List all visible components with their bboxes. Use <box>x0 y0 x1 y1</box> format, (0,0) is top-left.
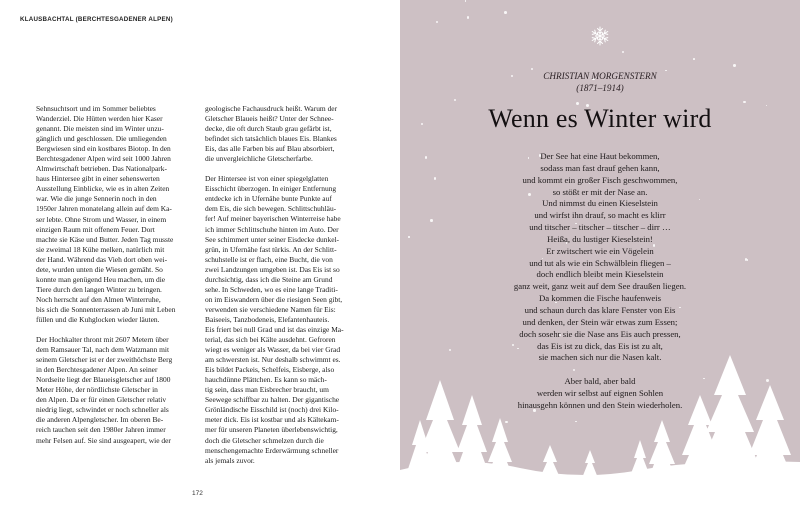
poem-author: CHRISTIAN MORGENSTERN <box>543 71 657 81</box>
paragraph: Sehnsuchtsort und im Sommer beliebtes Wanderziel. Die Hütten werden hier Kaser genannt. Die meisten sind im Winter unzu- gänglich und geschlossen. Die umliegenden Bergwiesen sind ein kostbares Biotop. In den Berchtesgadener Alpen wird seit 1000 Jahren Almwirtschaft betrieben. Das Nationalpark- haus Hintersee gibt in einer sehenswerten Ausstellung Einblicke, wie es in alten Zeiten war. Wie die junge Sennerin noch in den 1950er Jahren monatelang allein auf dem Ka- ser lebte. Ohne Strom und Wasser, in einem einzigen Raum mit offenem Feuer. Dort machte sie Käse und Butter. Jeden Tag musste sie zweimal 18 Kühe melken, natürlich mit der Hand. Während das Vieh dort oben wei- dete, wurden unten die Wiesen gemäht. So konnte man genügend Heu machen, um die Tiere durch den langen Winter zu bringen. Noch herrscht auf den Almen Winterruhe, bis sich die Sonnenterrassen ab Juni mit Leben füllen und die Kuhglocken wieder läuten. <box>36 104 176 324</box>
text-column-1 <box>36 104 198 446</box>
page-number: 172 <box>192 490 203 497</box>
poem-line: und schaun durch das klare Fenster von Eis <box>524 304 676 315</box>
paragraph: geologische Fachausdruck heißt. Warum der Gletscher Blaueis heißt? Unter der Schnee- decke, die oft durch Staub grau gefärbt ist, befindet sich tatsächlich blaues Eis. Blankes Eis, das alle Farben bis auf Blau absorbiert, die unvergleichliche Gletscherfarbe. <box>205 104 338 164</box>
running-head: KLAUSBACHTAL (BERCHTESGADENER ALPEN) <box>20 16 173 23</box>
poem-line: und titscher – titscher – titscher – dirr … <box>529 222 671 233</box>
poem-line: Aber bald, aber bald <box>564 376 636 387</box>
poem-line: Heißa, du lustiger Kieselstein! <box>547 233 653 244</box>
text-column-2 <box>205 104 367 466</box>
poem-title: Wenn es Winter wird <box>488 104 712 133</box>
poem-line: und tut als wie ein Schwälblein fliegen – <box>529 257 671 268</box>
stanza-break <box>400 364 800 376</box>
poem-line: und wirfst ihn drauf, so macht es klirr <box>534 210 666 221</box>
poem-line: das Eis ist zu dick, das Eis ist zu alt, <box>537 340 663 351</box>
poem-line: doch endlich bleibt mein Kieselstein <box>536 269 664 280</box>
poem-line: Und nimmst du einen Kieselstein <box>542 198 658 209</box>
poem-line: und denken, der Stein wär etwas zum Essen; <box>522 316 678 327</box>
paragraph: Der Hintersee ist von einer spiegelglatten Eisschicht überzogen. In einiger Entfernung entdecke ich in Ufernähe bunte Punkte auf dem Eis, die sich bewegen. Schlittschuhläu- fer! Auf meiner bayerischen Winterreise habe ich immer Schlittschuhe hinten im Auto. Der See schimmert unter seiner Eisdecke dunkel- grün, in Ufernähe fast türkis. An der Schlitt- schuhstelle ist er flach, eine Bucht, die von zwei Landzungen umgeben ist. Das Eis ist so durchsichtig, dass ich die Steine am Grund sehe. In Schweden, wo es eine lange Traditi- on im Eiswandern über die riesigen Seen gibt, verwenden sie verschiedene Namen für Eis: Baiseeis, Tanzbodeneis, Elefantenhauteis. Eis friert bei null Grad und ist das einzige Ma- terial, das sich bei Kälte ausdehnt. Gefroren wiegt es weniger als Wasser, da bei vier Grad am schwersten ist. Nur deshalb schwimmt es. Eis bildet Packeis, Schelfeis, Eisberge, also hauchdünne Plättchen. Es kann so mäch- tig sein, dass man Eisbrecher braucht, um Seewege schiffbar zu halten. Der gigantische Grönländische Eisschild ist (noch) drei Kilo- meter dick. Eis ist kostbar und als Kältekam- mer für unseren Planeten überlebenswichtig, doch die Gletscher schmelzen durch die menschengemachte Erderwärmung schneller als jemals zuvor. <box>205 174 344 465</box>
poem-line: werden wir selbst auf eignen Sohlen <box>536 387 664 398</box>
poem-line: hinausgehn können und den Stein wiederholen. <box>517 399 683 410</box>
poem-line: und kommt ein großer Fisch geschwommen, <box>522 174 678 185</box>
poem-line: ganz weit, ganz weit auf dem See draußen liegen. <box>513 281 687 292</box>
poem-line: doch sosehr sie die Nase ans Eis auch pressen, <box>519 328 681 339</box>
poem-line: Der See hat eine Haut bekommen, <box>540 151 660 161</box>
poem-line: Da kommen die Fische haufenweis <box>538 293 662 304</box>
poem-author-years: (1871–1914) <box>576 83 624 93</box>
right-page <box>400 0 800 514</box>
poem-body <box>400 151 800 412</box>
poem-line: Er zwitschert wie ein Vögelein <box>546 245 654 256</box>
poem-line: sodass man fast drauf gehen kann, <box>540 162 660 173</box>
poem-line: sie machen sich nur die Nasen kalt. <box>538 352 662 363</box>
paragraph: Der Hochkalter thront mit 2607 Metern über dem Ramsauer Tal, nach dem Watzmann mit seinem Gletscher ist er der zweithöchste Berg in den Berchtesgadener Alpen. An seiner Nordseite liegt der Blaueisgletscher auf 1800 Meter Höhe, der nördlichste Gletscher in den Alpen. Da er für einen Gletscher relativ niedrig liegt, schwindet er noch schneller als die anderen Alpengletscher. Im oberen Be- reich tauchen seit den 1980er Jahren immer mehr Felsen auf. Sie sind ausgeapert, wie der <box>36 335 173 445</box>
poem-line: so stößt er mit der Nase an. <box>552 186 648 197</box>
